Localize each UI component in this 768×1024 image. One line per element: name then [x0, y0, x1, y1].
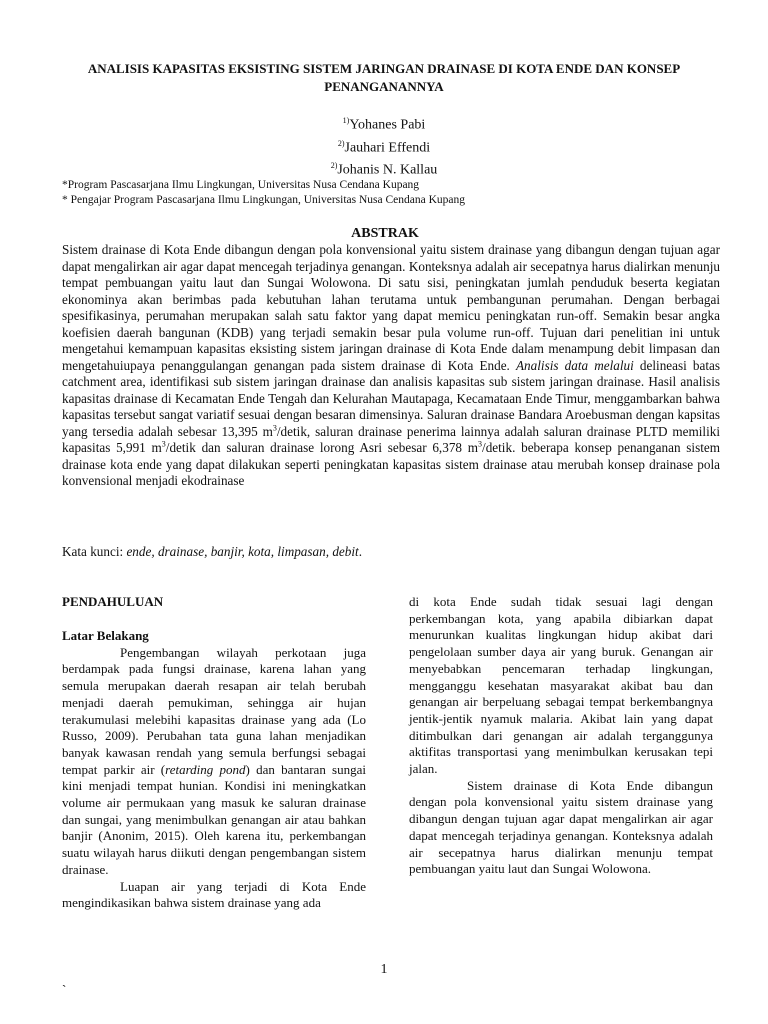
abstract-part: delineasi batas catchment area, identifikasi sub sistem jaringan drainase dan analisis kapasitas sub sistem jaringan drainase. Hasil analisis kapasitas drainase di Kecamatan Ende Tengah dan Kelurahan Mautapaga, Kecamataan Ende Timur, menggambarkan bahwa kapasitas tersebut sangat variatif sesuai dengan besaran dimensinya. Saluran drainase Bandara Aroebusman dengan kapsitas yang tersedia adalah sebesar 13,395 m — [62, 357, 721, 439]
section-heading: PENDAHULUAN — [62, 594, 164, 609]
body-paragraph: di kota Ende sudah tidak sesuai lagi dengan perkembangan kota, yang apabila dibiarkan dapat menurunkan kualitas lingkungan hidup akibat dari pengelolaan sumber daya air yang buruk. Genangan air menyebabkan pencemaran terhadap lingkungan, mengganggu kesehatan masyarakat akibat bau dan genangan air berpeluang sebagai tempat berkembangnya jentik-jentik nyamuk malaria. Akibat lain yang dapat ditimbulkan dari genangan air adalah terganggunya aktifitas transportasi yang menimbulkan kerusakan tepi jalan. — [409, 594, 713, 777]
author-affiliation-mark: 2) — [330, 161, 338, 171]
author-name: Yohanes Pabi — [349, 117, 426, 133]
keywords-terms: ende, drainase, banjir, kota, limpasan, debit — [126, 544, 359, 559]
author-affiliation-mark: 2) — [337, 138, 345, 148]
abstract-part: /detik, saluran drainase penerima lainnya adalah saluran drainase PLTD memiliki kapasitas 5,991 m — [62, 423, 721, 455]
left-column — [62, 594, 366, 912]
author — [234, 112, 534, 135]
abstract-heading: ABSTRAK — [351, 226, 419, 241]
abstract-text — [62, 242, 720, 490]
superscript: 3 — [478, 439, 483, 449]
body-paragraph: Luapan air yang terjadi di Kota Ende mengindikasikan bahwa sistem drainase yang ada — [62, 878, 366, 911]
abstract-part: Sistem drainase di Kota Ende dibangun dengan pola konvensional yaitu sistem drainase yang dibangun dengan tujuan agar dapat mengalirkan air agar dapat mencegah terjadinya genangan. Konteksnya adalah air secepatnya harus dialirkan menunju tempat pembuangan yaitu laut dan Sungai Wolowona. Di satu sisi, peningkatan jumlah penduduk beserta kegiatan ekonominya akan berimbas pada kebutuhan lahan terutama untuk pembangunan perumahan. Dengan berbagai spesifikasinya, perumahan merupakan salah satu faktor yang dapat memicu peningkatan run-off. Semakin besar angka koefisien daerah bangunan (KDB) yang terjadi semakin besar pula volume run-off. Tujuan dari penelitian ini untuk mengetahui kemampuan kapasitas eksisting sistem jaringan drainase di Kota Ende dalam menampung debit limpasan dan mengetahuiupaya penanggulangan genangan pada sistem drainase di Kota Ende. — [62, 242, 720, 373]
superscript: 3 — [272, 423, 277, 433]
keywords-label: Kata kunci: — [62, 544, 127, 559]
page-number: 1 — [380, 962, 388, 977]
keywords-end: . — [358, 544, 362, 559]
body-text: Pengembangan wilayah perkotaan juga berdampak pada fungsi drainase, karena lahan yang semula merupakan daerah resapan air telah berubah menjadi daerah pemukiman, sehingga air hujan terakumulasi melebihi kapasitas drainase yang ada (Lo Russo, 2009). Perubahan tata guna lahan menjadikan banyak kawasan rendah yang semula berfungsi sebagai tempat parkir air ( — [62, 644, 366, 777]
right-column — [409, 594, 713, 878]
affiliation-list — [62, 178, 712, 208]
author — [234, 157, 534, 180]
author-affiliation-mark: 1) — [342, 116, 350, 125]
stray-mark: ` — [62, 982, 67, 997]
paper-title: ANALISIS KAPASITAS EKSISTING SISTEM JARINGAN DRAINASE DI KOTA ENDE DAN KONSEP PENANGANANNYA — [87, 61, 681, 94]
affiliation: *Program Pascasarjana Ilmu Lingkungan, Universitas Nusa Cendana Kupang — [62, 179, 420, 191]
body-paragraph: Sistem drainase di Kota Ende dibangun dengan pola konvensional yaitu sistem drainase yang dibangun dengan tujuan agar dapat mengalirkan air agar dapat mencegah terjadinya genangan. Konteksnya adalah air secepatnya harus dialirkan menunju tempat pembuangan yaitu laut dan Sungai Wolowona. — [409, 777, 713, 877]
author-name: Johanis N. Kallau — [337, 162, 438, 178]
body-italic-text: retarding pond — [165, 761, 246, 777]
body-text: ) dan bantaran sungai kini menjadi tempat hunian. Kondisi ini meningkatkan volume air permukaan yang masuk ke saluran drainase dan sungai, yang menimbulkan genangan air atau bahkan banjir (Anonim, 2015). Oleh karena itu, perkembangan suatu wilayah harus diikuti dengan pengembangan sistem drainase. — [62, 761, 366, 877]
author-name: Jauhari Effendi — [344, 140, 431, 156]
abstract-part: /detik. beberapa konsep penanganan sistem drainase kota ende yang dapat dilakukan seperti peningkatan kapasitas sistem drainase atau merubah konsep drainase pola konvensional menjadi ekodrainase — [62, 440, 720, 488]
affiliation: * Pengajar Program Pascasarjana Ilmu Lingkungan, Universitas Nusa Cendana Kupang — [62, 194, 466, 206]
body-paragraph — [62, 645, 366, 879]
author-list — [234, 112, 534, 180]
abstract-italic-part: Analisis data melalui — [516, 357, 634, 373]
keywords — [62, 544, 720, 560]
author — [234, 135, 534, 158]
superscript: 3 — [161, 439, 166, 449]
subsection-heading: Latar Belakang — [62, 628, 149, 643]
abstract-part: /detik dan saluran drainase lorong Asri sebesar 6,378 m — [165, 440, 479, 455]
